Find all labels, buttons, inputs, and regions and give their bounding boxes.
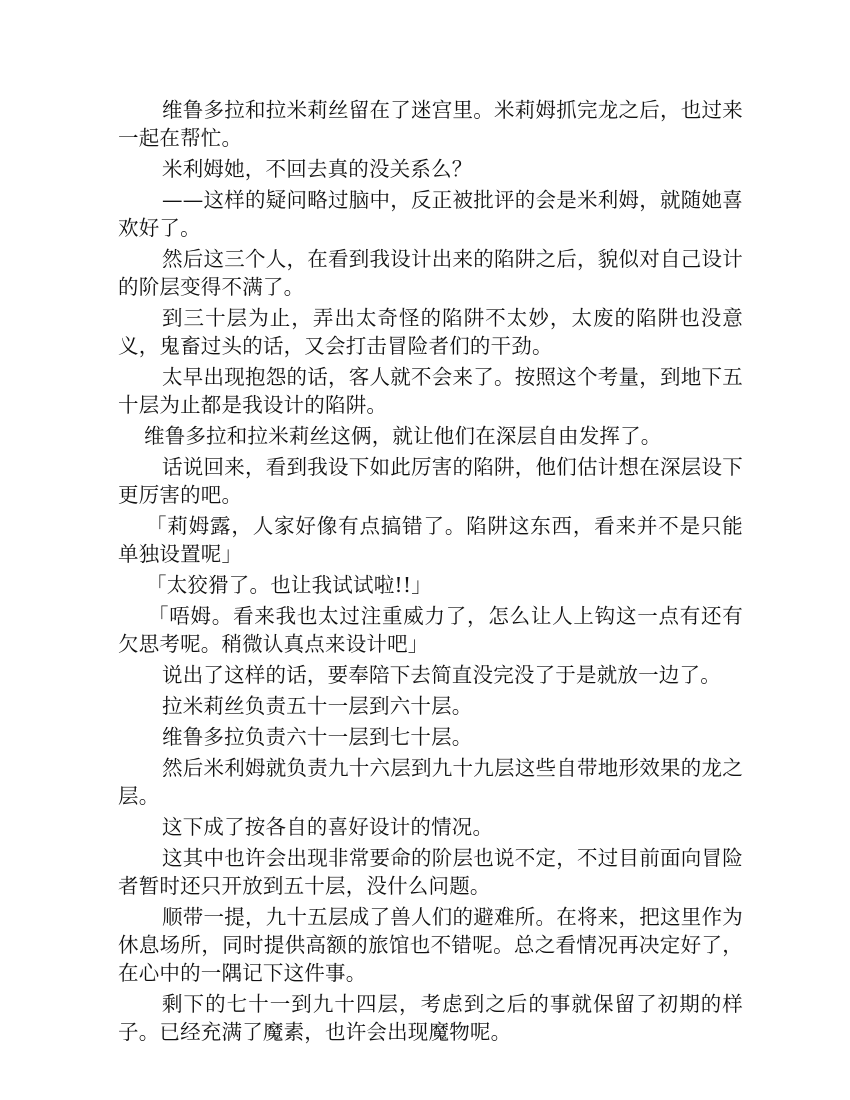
paragraph: 这其中也许会出现非常要命的阶层也说不定，不过目前面向冒险者暂时还只开放到五十层，没什么问题。 (118, 846, 743, 898)
paragraph: 剩下的七十一到九十四层，考虑到之后的事就保留了初期的样子。已经充满了魔素，也许会出现魔物呢。 (118, 992, 743, 1044)
paragraph: 到三十层为止，弄出太奇怪的陷阱不太妙，太废的陷阱也没意义，鬼畜过头的话，又会打击冒险者们的干劲。 (118, 306, 743, 358)
paragraph: ——这样的疑问略过脑中，反正被批评的会是米利姆，就随她喜欢好了。 (118, 188, 743, 240)
paragraph: 太早出现抱怨的话，客人就不会来了。按照这个考量，到地下五十层为止都是我设计的陷阱。 (118, 365, 743, 417)
paragraph: 这下成了按各自的喜好设计的情况。 (162, 815, 494, 839)
paragraph: 拉米莉丝负责五十一层到六十层。 (162, 694, 473, 718)
paragraph: 然后这三个人，在看到我设计出来的陷阱之后，貌似对自己设计的阶层变得不满了。 (118, 247, 743, 299)
dialogue-line: 「太狡猾了。也让我试试啦!!」 (146, 573, 432, 597)
body-text (118, 96, 743, 1049)
paragraph: 说出了这样的话，要奉陪下去简直没完没了于是就放一边了。 (162, 663, 721, 687)
paragraph: 维鲁多拉和拉米莉丝这俩，就让他们在深层自由发挥了。 (144, 424, 662, 448)
paragraph: 米利姆她，不回去真的没关系么？ (162, 157, 473, 181)
dialogue-line: 「唔姆。看来我也太过注重威力了，怎么让人上钩这一点有还有欠思考呢。稍微认真点来设计吧」 (118, 604, 743, 656)
paragraph: 顺带一提，九十五层成了兽人们的避难所。在将来，把这里作为休息场所，同时提供高额的旅馆也不错呢。总之看情况再决定好了，在心中的一隅记下这件事。 (118, 905, 743, 985)
paragraph: 话说回来，看到我设下如此厉害的陷阱，他们估计想在深层设下更厉害的吧。 (118, 455, 743, 507)
paragraph: 维鲁多拉和拉米莉丝留在了迷宫里。米莉姆抓完龙之后，也过来一起在帮忙。 (118, 98, 743, 150)
paragraph: 然后米利姆就负责九十六层到九十九层这些自带地形效果的龙之层。 (118, 756, 743, 808)
dialogue-line: 「莉姆露，人家好像有点搞错了。陷阱这东西，看来并不是只能单独设置呢」 (118, 514, 743, 566)
paragraph: 维鲁多拉负责六十一层到七十层。 (162, 725, 473, 749)
